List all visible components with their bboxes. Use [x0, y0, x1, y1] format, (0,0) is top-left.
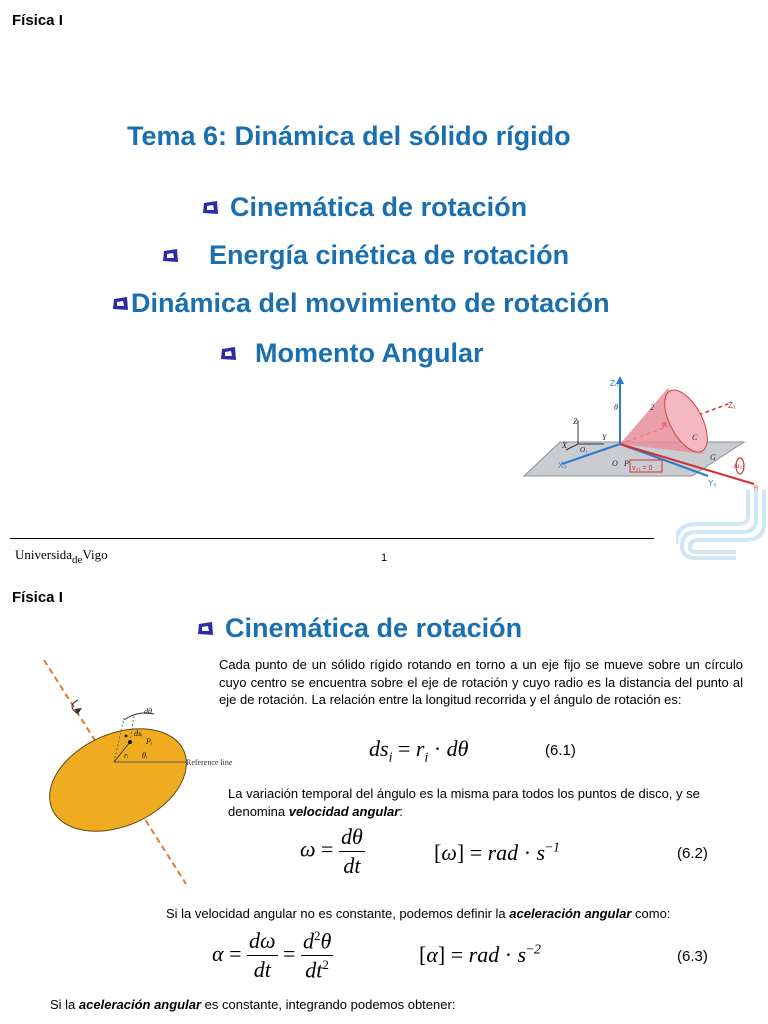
paragraph-3-emphasis: aceleración angular — [509, 906, 632, 921]
paragraph-2-text: La variación temporal del ángulo es la misma para todos los puntos de disco, y se denomina — [228, 786, 700, 819]
label-dtheta: dθ — [144, 707, 152, 716]
slide1-title: Tema 6: Dinámica del sólido rígido — [127, 121, 571, 151]
page-number: 1 — [381, 552, 388, 564]
logo-text-b: Vigo — [82, 547, 108, 562]
equation-number-6-1: (6.1) — [545, 742, 576, 759]
label-r: R — [754, 486, 759, 490]
paragraph-2-emphasis: velocidad angular — [288, 803, 400, 819]
bullet-item-3 — [113, 288, 610, 319]
label-z1: Z₁ — [728, 401, 736, 410]
label-y0: Y₀ — [708, 479, 717, 488]
university-logo — [15, 547, 108, 566]
label-ri: rᵢ — [124, 751, 129, 760]
equation-number-6-2: (6.2) — [677, 845, 708, 862]
logo-text-a: Universida — [15, 547, 73, 562]
bullet-item-1 — [203, 192, 527, 223]
paragraph-4-text: Si la — [50, 997, 79, 1012]
paragraph-4 — [50, 996, 455, 1014]
slide1-header: Física I — [12, 12, 63, 29]
label-o: O — [612, 459, 618, 468]
label-x: X — [562, 441, 567, 450]
equation-number-6-3: (6.3) — [677, 948, 708, 965]
label-pi: Pᵢ — [146, 737, 153, 746]
bullet-item-4 — [221, 338, 484, 369]
label-o1: O₁ — [580, 446, 588, 454]
equation-6-2-left: ω = $\frac{d\theta}{dt}$ — [300, 824, 363, 878]
label-thetai: θᵢ — [142, 751, 148, 760]
bullet-label: Dinámica del movimiento de rotación — [131, 288, 610, 318]
rolling-cone-figure — [518, 372, 768, 490]
bullet-label: Energía cinética de rotación — [209, 240, 570, 270]
logo-text-de: de — [72, 554, 83, 566]
label-y: Y — [602, 433, 607, 442]
bullet-label: Cinemática de rotación — [230, 192, 528, 222]
paragraph-2-end: : — [399, 803, 403, 819]
equation-6-1: $ds_i = r_i \cdot d\theta$ — [369, 736, 469, 766]
bullet-icon — [221, 347, 236, 360]
bullet-icon — [203, 201, 218, 214]
bullet-item-2 — [163, 240, 569, 271]
equation-6-3-units: [α] = rad · $s^{-2}$ — [419, 942, 541, 967]
bullet-icon — [198, 622, 213, 635]
label-dsi: dsᵢ — [134, 729, 143, 738]
bullet-icon — [163, 249, 178, 262]
label-c: C — [692, 433, 698, 442]
label-phi: φ — [662, 419, 667, 428]
label-omega21: ω₂₁ — [734, 463, 745, 470]
label-two: 2 — [650, 403, 654, 412]
label-x0: X₀ — [558, 461, 567, 470]
label-v21: v₂₁ = 0 — [632, 465, 653, 472]
slide2-header: Física I — [12, 589, 63, 606]
slide1-footer-rule — [10, 538, 654, 539]
slide2-title: Cinemática de rotación — [225, 613, 523, 643]
label-reference-line: Reference line — [186, 758, 233, 767]
bullet-label: Momento Angular — [255, 338, 484, 368]
bullet-icon — [113, 297, 128, 310]
paragraph-2 — [228, 785, 752, 820]
decorative-loops — [676, 490, 768, 560]
paragraph-4-emphasis: aceleración angular — [78, 997, 202, 1012]
paragraph-1: Cada punto de un sólido rígido rotando en torno a un eje fijo se mueve sobre un círculo cuyo centro se encuentra sobre el eje de rotación y cuyo radio es la distancia del punto al eje de rotación. La relación entre la longitud recorrida y el ángulo de rotación es: — [219, 657, 743, 707]
label-theta: θ — [614, 403, 618, 412]
label-z: Z — [573, 417, 578, 426]
paragraph-3 — [166, 905, 670, 923]
label-g: G — [710, 453, 716, 462]
label-p: P — [624, 459, 629, 468]
paragraph-3-text: Si la velocidad angular no es constante, podemos definir la — [166, 906, 510, 921]
equation-6-3-left: α = $\frac{d\omega}{dt}$ = $\frac{d^2\theta}{dt^2}$ — [212, 928, 332, 983]
label-z0: Z₀ — [610, 379, 619, 388]
paragraph-3-end: como: — [631, 906, 671, 921]
paragraph-4-end: es constante, integrando podemos obtener: — [201, 997, 456, 1012]
slide2-title-row — [198, 613, 522, 644]
equation-6-2-units: [ω] = rad · $s^{-1}$ — [434, 840, 560, 865]
